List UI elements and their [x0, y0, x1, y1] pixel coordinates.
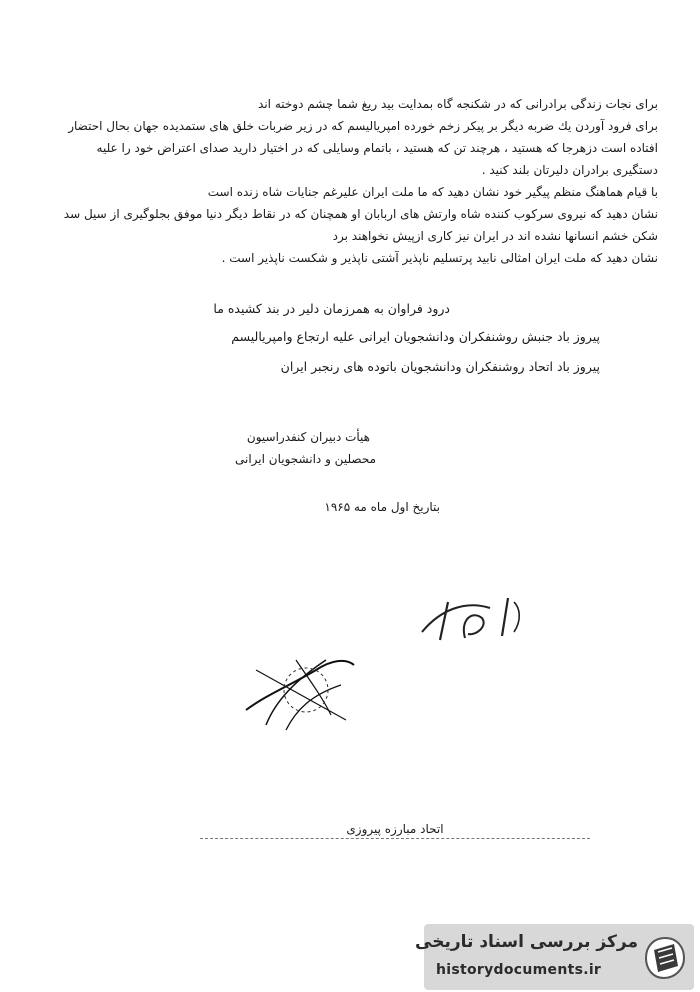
footer-motto: اتحاد مبارزه پیروزی	[346, 822, 444, 836]
paragraph-line: شکن خشم انسانها نشده اند در ایران نیز کاری ازپیش نخواهند برد	[332, 229, 658, 243]
paragraph-line: نشان دهید که نیروی سرکوب کننده شاه وارتش های اربابان او همچنان که در نقاط دیگر دنیا موفق بجلوگیری از سیل سد	[63, 207, 658, 221]
book-leaf-logo-icon	[644, 934, 686, 980]
slogan-line: پیروز باد جنبش روشنفکران ودانشجویان ایرانی علیه ارتجاع وامپریالیسم	[231, 329, 600, 344]
date-line: بتاریخ اول ماه مه ۱۹۶۵	[324, 500, 440, 514]
paragraph-line: برای نجات زندگی برادرانی که در شکنجه گاه بمدایت بید ریغ شما چشم دوخته اند	[258, 97, 658, 111]
paragraph-line: افتاده است دزهرجا که هستید ، هرچند تن که هستید ، باتمام وسایلی که در اختیار دارید صدای اعتراض خود را علیه	[96, 141, 658, 155]
signature-line: محصلین و دانشجویان ایرانی	[235, 452, 376, 466]
slogan-line: پیروز باد اتحاد روشنفکران ودانشجویان باتوده های رنجبر ایران	[280, 359, 600, 374]
watermark-badge	[415, 924, 694, 990]
signature-line: هیأت دبیران کنفدراسیون	[246, 430, 370, 444]
page-mark-handwritten	[410, 590, 530, 650]
watermark-title: مرکز بررسی اسناد تاریخی	[415, 932, 638, 952]
seal-stamp	[236, 640, 366, 740]
paragraph-line: دستگیری برادران دلیرتان بلند کنید .	[481, 163, 658, 177]
paragraph-line: با قیام هماهنگ منظم پیگیر خود نشان دهید که ما ملت ایران علیرغم جنایات شاه زنده است	[207, 185, 658, 199]
paragraph-line: نشان دهید که ملت ایران امثالی نابید پرتسلیم ناپذیر آشتی ناپذیر و شکست ناپذیر است .	[221, 251, 658, 265]
footer-rule	[200, 838, 590, 839]
paragraph-line: برای فرود آوردن یك ضربه دیگر بر پیکر زخم خورده امپریالیسم که در زیر ضربات خلق های ستمدیده جهان بحال احتضار	[68, 119, 658, 133]
greeting-line: درود فراوان به همرزمان دلیر در بند کشیده ما	[213, 301, 450, 316]
watermark-url: historydocuments.ir	[436, 962, 602, 978]
